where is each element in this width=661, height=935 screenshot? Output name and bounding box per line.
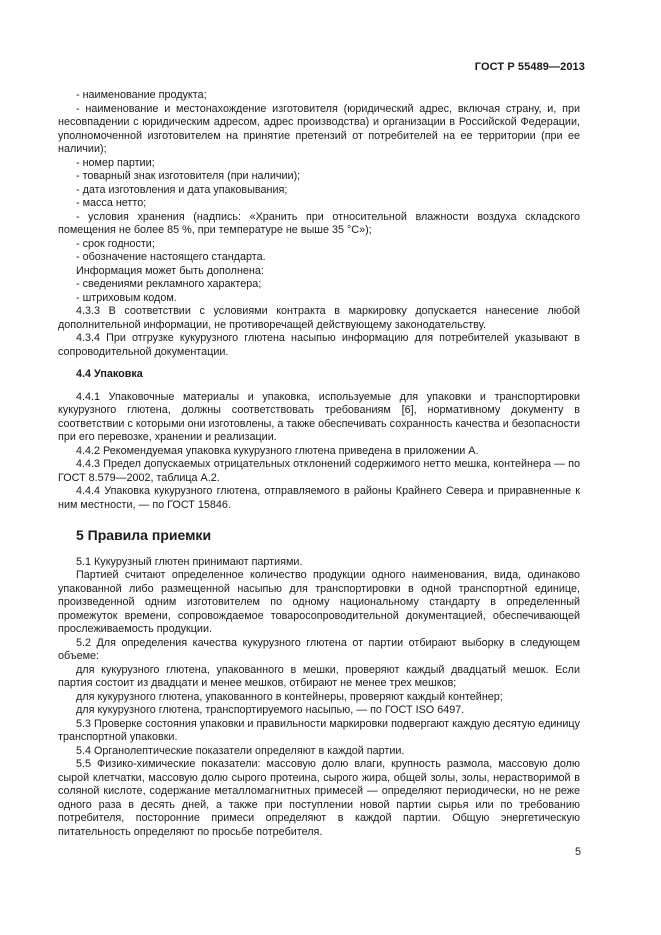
paragraph: для кукурузного глютена, упакованного в контейнеры, проверяют каждый контейнер; xyxy=(76,690,503,703)
paragraph: - сведениями рекламного характера; xyxy=(76,278,262,290)
paragraph: 4.4.4 Упаковка кукурузного глютена, отправляемого в районы Крайнего Севера и приравненные к ним местности, — по ГОСТ 15846. xyxy=(58,485,580,511)
paragraph: 4.3.4 При отгрузке кукурузного глютена насыпью информацию для потребителей указывают в сопроводительной документации. xyxy=(58,332,580,358)
paragraph: - наименование и местонахождение изготовителя (юридический адрес, включая страну, и, при несовпадении с юридическим адресом, адрес производства) и организации в Российской Федерации, уполномоченной изготовителем на принятие претензий от потребителей на ее территории (при ее наличии); xyxy=(58,102,580,155)
paragraph: 5.4 Органолептические показатели определяют в каждой партии. xyxy=(76,744,405,757)
paragraph: - дата изготовления и дата упаковывания; xyxy=(76,183,288,196)
packaging-section xyxy=(58,391,580,513)
section-heading-packaging: 4.4 Упаковка xyxy=(76,368,143,380)
paragraph: - номер партии; xyxy=(76,156,155,169)
paragraph: - срок годности; xyxy=(76,237,155,250)
paragraph: - масса нетто; xyxy=(76,197,147,209)
paragraph: 5.1 Кукурузный глютен принимают партиями. xyxy=(76,555,303,568)
paragraph: 4.3.3 В соответствии с условиями контракта в маркировку допускается нанесение любой дополнительной информации, не противоречащей действующему законодательству. xyxy=(58,305,580,331)
section-heading-acceptance: 5 Правила приемки xyxy=(76,527,212,543)
paragraph: для кукурузного глютена, транспортируемого насыпью, — по ГОСТ ISO 6497. xyxy=(76,704,465,716)
paragraph: - штриховым кодом. xyxy=(76,291,177,304)
paragraph: 5.3 Проверке состояния упаковки и правильности маркировки подвергают каждую десятую единицу транспортной упаковки. xyxy=(58,717,580,743)
paragraph: - товарный знак изготовителя (при наличии); xyxy=(76,170,301,182)
document-code-header: ГОСТ Р 55489—2013 xyxy=(474,61,585,73)
paragraph: - условия хранения (надпись: «Хранить при относительной влажности воздуха складского помещения не более 85 %, при температуре не выше 35 °C»); xyxy=(58,210,580,236)
paragraph: 4.4.3 Предел допускаемых отрицательных отклонений содержимого нетто мешка, контейнера — по ГОСТ 8.579—2002, таблица А.2. xyxy=(58,458,580,484)
marking-section xyxy=(58,89,580,359)
paragraph: Партией считают определенное количество продукции одного наименования, вида, одинаково упакованной либо размещенной насыпью для транспортировки в одной транспортной единице, произведенной одним изготовителем по одному национальному стандарту в определенный промежуток времени, сопровождаемое товаросопроводительной документацией, обеспечивающей прослеживаемость продукции. xyxy=(58,569,580,635)
acceptance-section xyxy=(58,556,580,840)
page-number: 5 xyxy=(574,846,581,858)
paragraph: - наименование продукта; xyxy=(76,89,207,101)
paragraph: для кукурузного глютена, упакованного в мешки, проверяют каждый двадцатый мешок. Если партия состоит из двадцати и менее мешков, отбирают не менее трех мешков; xyxy=(58,663,580,689)
paragraph: - обозначение настоящего стандарта. xyxy=(76,251,266,263)
paragraph: 5.5 Физико-химические показатели: массовую долю влаги, крупность размола, массовую долю сырой клетчатки, массовую долю сырого протеина, сырого жира, общей золы, золы, нерастворимой в соляной кислоте, содержание металломагнитных примесей — определяют периодически, но не реже одного раза в десять дней, а также при поступлении новой партии сырья или по требованию потребителя, посторонние примеси определяют в каждой партии. Общую энергетическую питательность определяют по просьбе потребителя. xyxy=(58,758,580,838)
paragraph: Информация может быть дополнена: xyxy=(76,264,264,277)
document-body xyxy=(58,89,580,839)
paragraph: 5.2 Для определения качества кукурузного глютена от партии отбирают выборку в следующем объеме: xyxy=(58,636,580,662)
paragraph: 4.4.2 Рекомендуемая упаковка кукурузного глютена приведена в приложении А. xyxy=(76,444,479,457)
paragraph: 4.4.1 Упаковочные материалы и упаковка, используемые для упаковки и транспортировки кукурузного глютена, должны соответствовать требованиям [6], нормативному документу в соответствии с которыми они изготовлены, а также обеспечивать сохранность качества и безопасности при его перевозке, хранении и реализации. xyxy=(58,390,580,443)
